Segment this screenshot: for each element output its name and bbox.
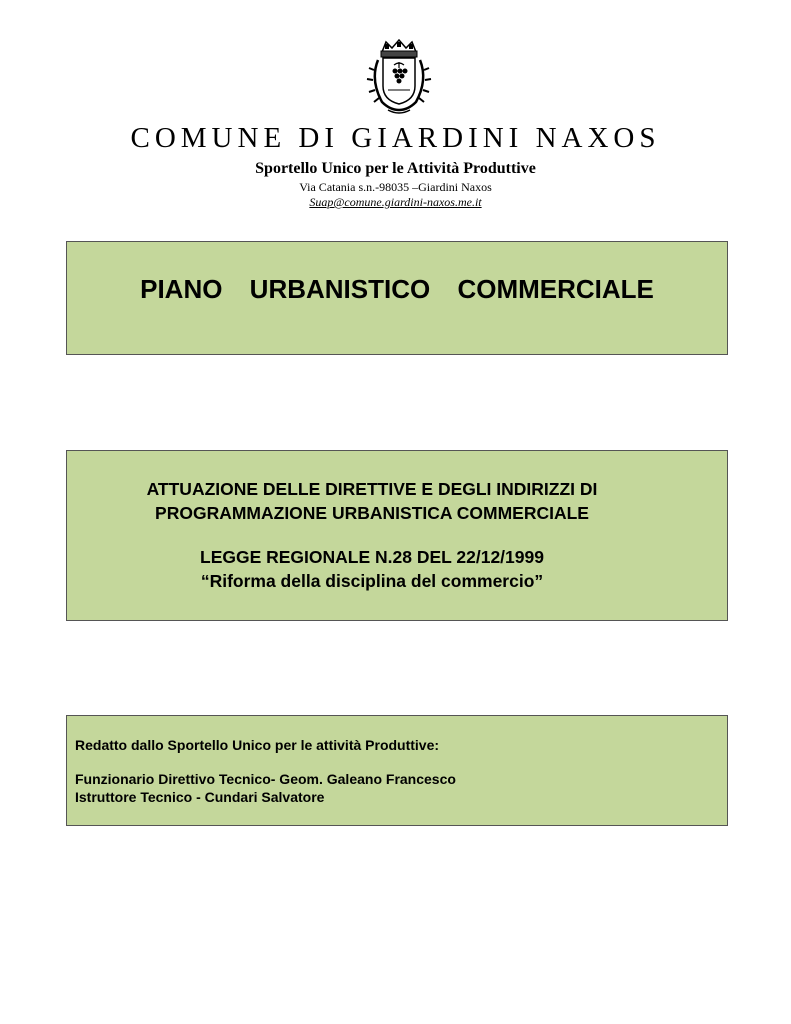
office-email-link[interactable]: Suap@comune.giardini-naxos.me.it [309, 195, 482, 209]
directive-line-1: ATTUAZIONE DELLE DIRETTIVE E DEGLI INDIRIZZI DI [146, 479, 598, 499]
directive-box [66, 450, 728, 621]
coat-of-arms-icon [364, 38, 434, 120]
office-name: Sportello Unico per le Attività Produttive [255, 160, 536, 177]
town-title: COMUNE DI GIARDINI NAXOS [130, 122, 661, 154]
plan-title-box [66, 241, 728, 355]
author-2: Istruttore Tecnico - Cundari Salvatore [75, 789, 325, 805]
office-address: Via Catania s.n.-98035 –Giardini Naxos [299, 180, 492, 194]
law-reference: LEGGE REGIONALE N.28 DEL 22/12/1999 [200, 547, 544, 567]
authors-box [66, 715, 728, 826]
author-1: Funzionario Direttivo Tecnico- Geom. Galeano Francesco [75, 771, 456, 787]
plan-title: PIANO URBANISTICO COMMERCIALE [140, 274, 654, 304]
law-subtitle: “Riforma della disciplina del commercio” [200, 571, 544, 591]
authors-intro: Redatto dallo Sportello Unico per le attività Produttive: [75, 737, 440, 753]
directive-line-2: PROGRAMMAZIONE URBANISTICA COMMERCIALE [155, 503, 589, 523]
